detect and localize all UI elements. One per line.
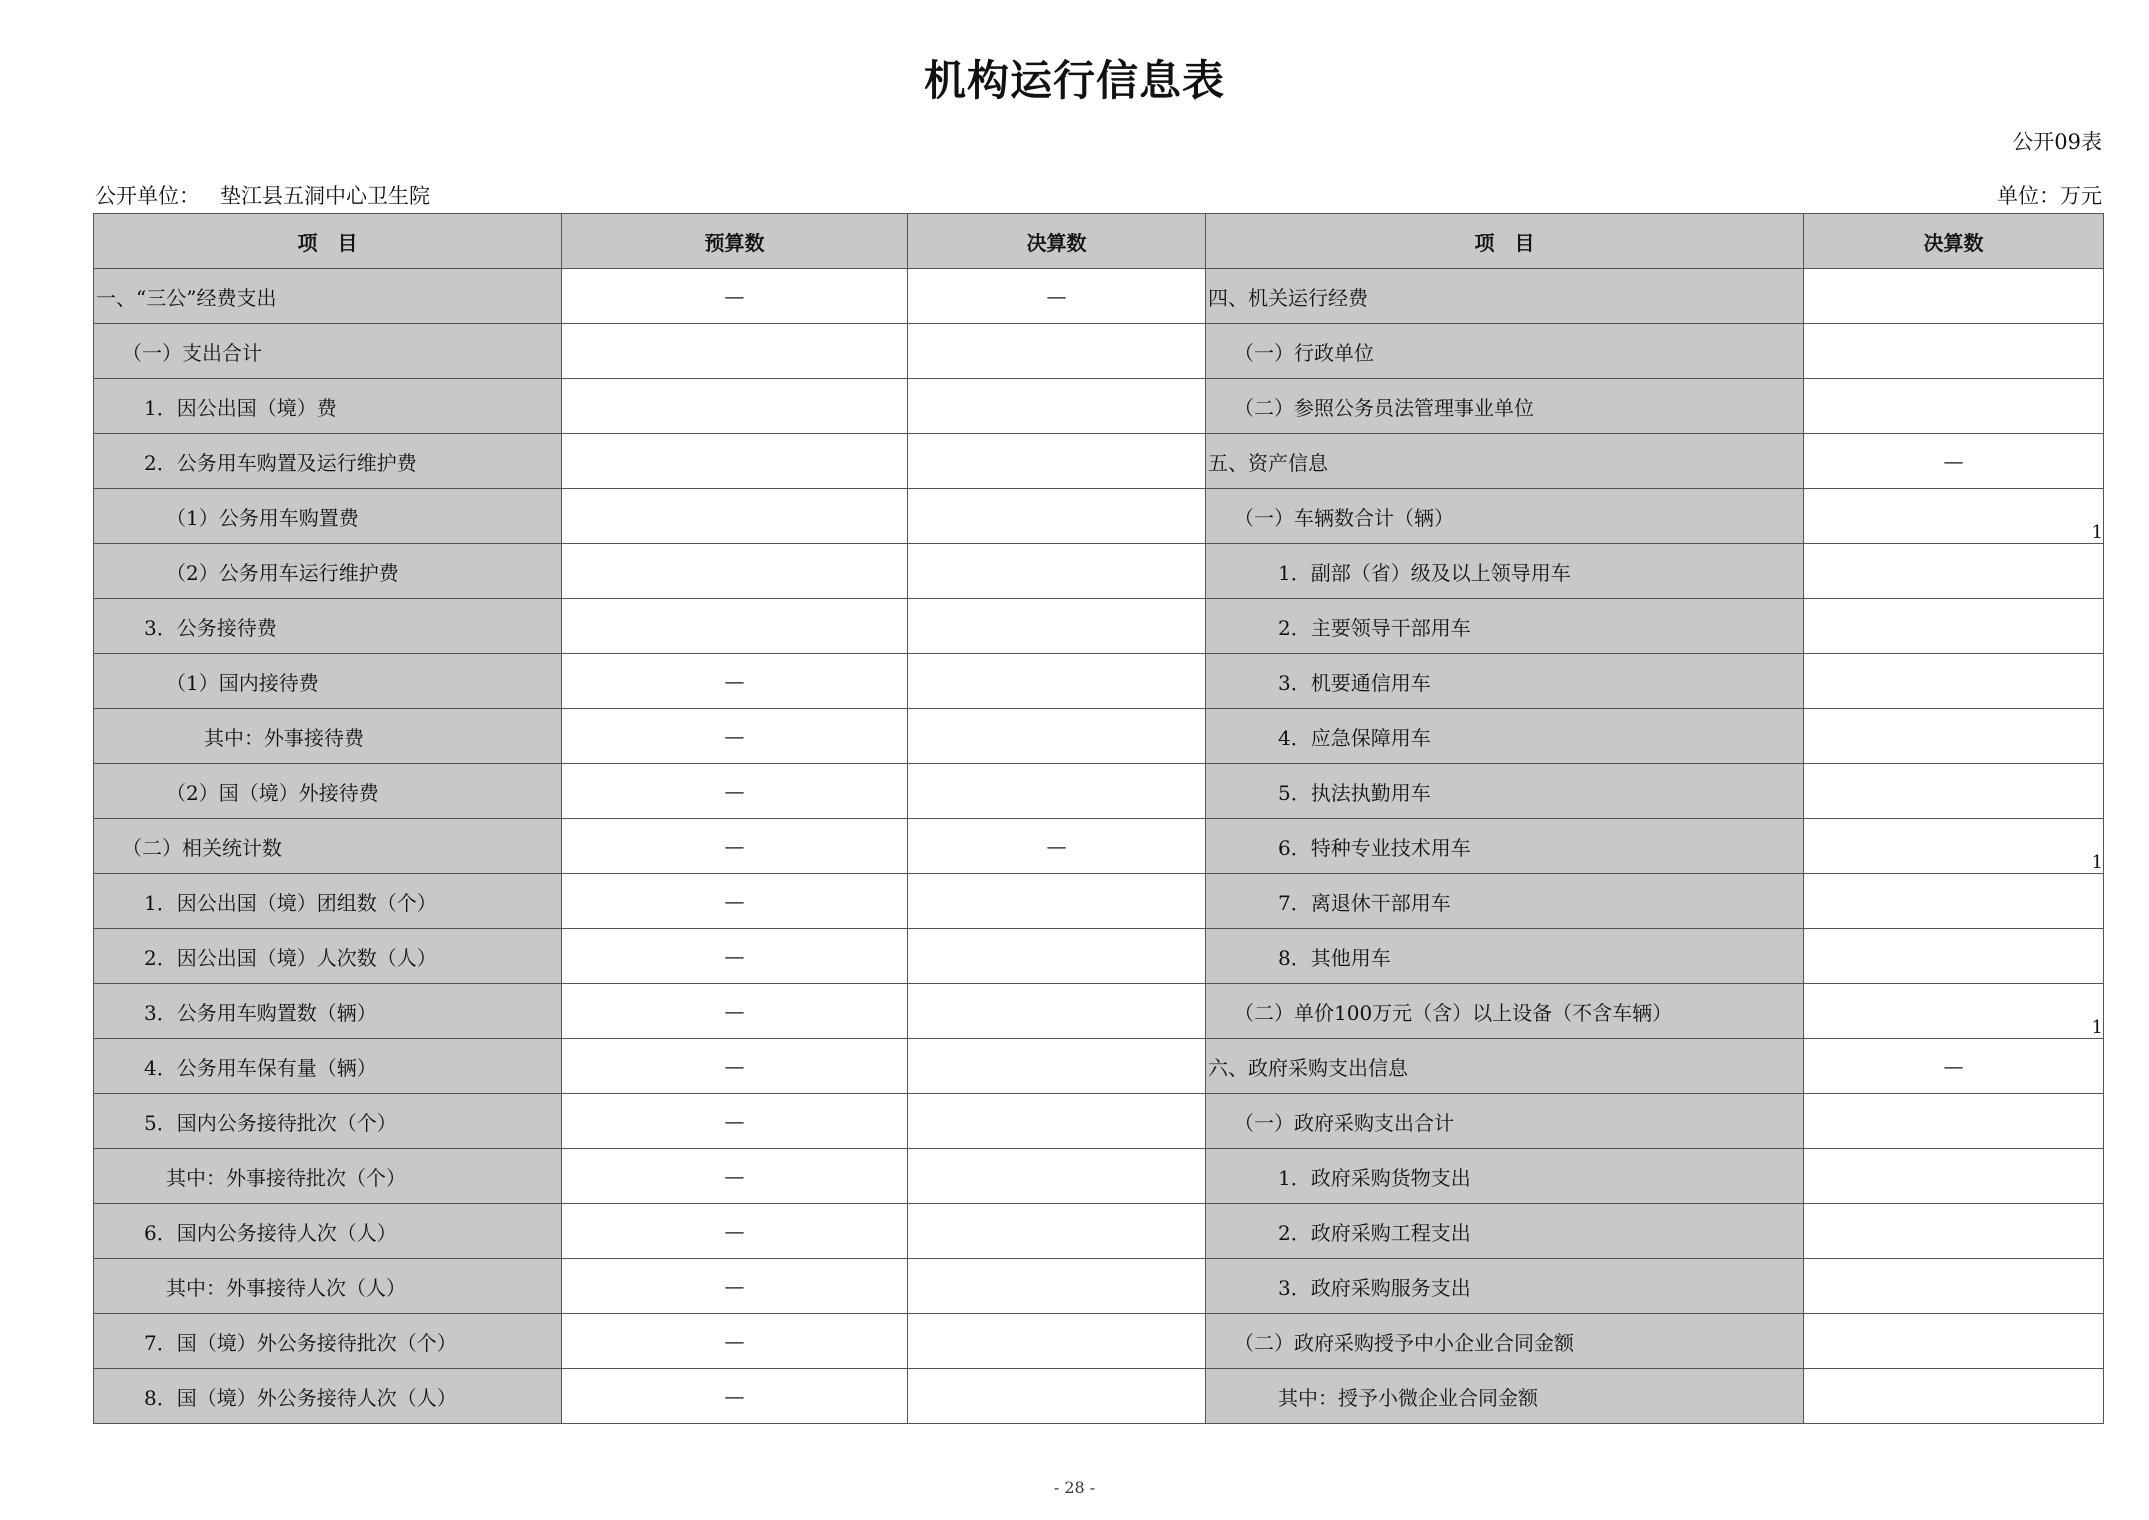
final-cell: — (908, 269, 1206, 324)
right-final-cell (1804, 379, 2104, 434)
right-final-cell (1804, 1259, 2104, 1314)
budget-cell: — (562, 1314, 908, 1369)
final-cell (908, 874, 1206, 929)
table-row (94, 1369, 2104, 1424)
final-cell (908, 489, 1206, 544)
budget-cell: — (562, 1039, 908, 1094)
right-item: 2．政府采购工程支出 (1206, 1204, 1804, 1259)
budget-cell: — (562, 654, 908, 709)
final-cell (908, 544, 1206, 599)
budget-cell: — (562, 1369, 908, 1424)
table-row (94, 709, 2104, 764)
table-row (94, 1259, 2104, 1314)
left-item: 2．公务用车购置及运行维护费 (94, 434, 562, 489)
left-item: （二）相关统计数 (94, 819, 562, 874)
right-item: （二）政府采购授予中小企业合同金额 (1206, 1314, 1804, 1369)
reporting-unit-name: 垫江县五洞中心卫生院 (220, 184, 430, 208)
right-final-cell (1804, 324, 2104, 379)
final-cell (908, 1204, 1206, 1259)
budget-cell: — (562, 819, 908, 874)
right-final-cell: 1 (1804, 984, 2104, 1039)
final-cell (908, 764, 1206, 819)
header-item-right: 项 目 (1206, 214, 1804, 269)
left-item: 5．国内公务接待批次（个） (94, 1094, 562, 1149)
right-final-cell (1804, 1094, 2104, 1149)
budget-cell: — (562, 1259, 908, 1314)
left-item: （一）支出合计 (94, 324, 562, 379)
form-number: 公开09表 (2012, 130, 2102, 154)
budget-cell: — (562, 874, 908, 929)
budget-cell (562, 544, 908, 599)
left-item: （2）国（境）外接待费 (94, 764, 562, 819)
reporting-unit (95, 180, 430, 210)
final-cell (908, 1314, 1206, 1369)
page-title: 机构运行信息表 (923, 56, 1225, 105)
right-item: （一）车辆数合计（辆） (1206, 489, 1804, 544)
left-item: （1）公务用车购置费 (94, 489, 562, 544)
table-row (94, 874, 2104, 929)
table-row (94, 599, 2104, 654)
left-item: 7．国（境）外公务接待批次（个） (94, 1314, 562, 1369)
right-final-cell (1804, 544, 2104, 599)
table-row (94, 1094, 2104, 1149)
right-item: 6．特种专业技术用车 (1206, 819, 1804, 874)
table-row (94, 654, 2104, 709)
right-item: 四、机关运行经费 (1206, 269, 1804, 324)
left-item: 2．因公出国（境）人次数（人） (94, 929, 562, 984)
right-item: 3．机要通信用车 (1206, 654, 1804, 709)
table-row (94, 434, 2104, 489)
right-final-cell (1804, 599, 2104, 654)
right-final-cell (1804, 874, 2104, 929)
table-row (94, 929, 2104, 984)
left-item: 1．因公出国（境）费 (94, 379, 562, 434)
table-row (94, 1204, 2104, 1259)
right-item: （一）行政单位 (1206, 324, 1804, 379)
budget-cell: — (562, 929, 908, 984)
table-row (94, 1149, 2104, 1204)
final-cell: — (908, 819, 1206, 874)
info-table (93, 213, 2104, 1424)
budget-cell (562, 379, 908, 434)
budget-cell: — (562, 764, 908, 819)
right-item: 3．政府采购服务支出 (1206, 1259, 1804, 1314)
left-item: （1）国内接待费 (94, 654, 562, 709)
final-cell (908, 1369, 1206, 1424)
right-item: 五、资产信息 (1206, 434, 1804, 489)
left-item: 3．公务用车购置数（辆） (94, 984, 562, 1039)
right-item: （二）参照公务员法管理事业单位 (1206, 379, 1804, 434)
header-item-left: 项 目 (94, 214, 562, 269)
budget-cell: — (562, 269, 908, 324)
right-final-cell: 1 (1804, 489, 2104, 544)
final-cell (908, 709, 1206, 764)
final-cell (908, 599, 1206, 654)
money-unit: 单位：万元 (1997, 184, 2102, 208)
right-item: 其中：授予小微企业合同金额 (1206, 1369, 1804, 1424)
right-final-cell: 1 (1804, 819, 2104, 874)
final-cell (908, 1259, 1206, 1314)
left-item: （2）公务用车运行维护费 (94, 544, 562, 599)
left-item: 1．因公出国（境）团组数（个） (94, 874, 562, 929)
right-final-cell: — (1804, 1039, 2104, 1094)
reporting-unit-label: 公开单位： (95, 184, 200, 208)
left-item: 一、“三公”经费支出 (94, 269, 562, 324)
right-item: 8．其他用车 (1206, 929, 1804, 984)
right-final-cell (1804, 709, 2104, 764)
page-number: - 28 - (1053, 1478, 1096, 1497)
left-item: 3．公务接待费 (94, 599, 562, 654)
right-item: （二）单价100万元（含）以上设备（不含车辆） (1206, 984, 1804, 1039)
right-final-cell (1804, 764, 2104, 819)
right-final-cell: — (1804, 434, 2104, 489)
table-row (94, 1314, 2104, 1369)
header-final-left: 决算数 (908, 214, 1206, 269)
left-item: 其中：外事接待批次（个） (94, 1149, 562, 1204)
right-final-cell (1804, 1149, 2104, 1204)
table-row (94, 269, 2104, 324)
right-final-cell (1804, 1314, 2104, 1369)
left-item: 6．国内公务接待人次（人） (94, 1204, 562, 1259)
right-item: 1．副部（省）级及以上领导用车 (1206, 544, 1804, 599)
header-budget: 预算数 (562, 214, 908, 269)
table-row (94, 1039, 2104, 1094)
right-item: 4．应急保障用车 (1206, 709, 1804, 764)
right-final-cell (1804, 1369, 2104, 1424)
right-item: 1．政府采购货物支出 (1206, 1149, 1804, 1204)
budget-cell: — (562, 709, 908, 764)
right-final-cell (1804, 929, 2104, 984)
right-final-cell (1804, 654, 2104, 709)
final-cell (908, 984, 1206, 1039)
table-row (94, 544, 2104, 599)
budget-cell: — (562, 1149, 908, 1204)
header-final-right: 决算数 (1804, 214, 2104, 269)
table-row (94, 819, 2104, 874)
table-row (94, 984, 2104, 1039)
right-item: 2．主要领导干部用车 (1206, 599, 1804, 654)
final-cell (908, 654, 1206, 709)
right-final-cell (1804, 269, 2104, 324)
final-cell (908, 1094, 1206, 1149)
budget-cell: — (562, 984, 908, 1039)
budget-cell: — (562, 1094, 908, 1149)
table-row (94, 324, 2104, 379)
final-cell (908, 1149, 1206, 1204)
budget-cell: — (562, 1204, 908, 1259)
left-item: 其中：外事接待人次（人） (94, 1259, 562, 1314)
final-cell (908, 379, 1206, 434)
table-header-row (94, 214, 2104, 269)
table-row (94, 379, 2104, 434)
table-row (94, 764, 2104, 819)
right-item: 5．执法执勤用车 (1206, 764, 1804, 819)
final-cell (908, 1039, 1206, 1094)
final-cell (908, 929, 1206, 984)
budget-cell (562, 324, 908, 379)
budget-cell (562, 489, 908, 544)
final-cell (908, 324, 1206, 379)
left-item: 其中：外事接待费 (94, 709, 562, 764)
left-item: 8．国（境）外公务接待人次（人） (94, 1369, 562, 1424)
budget-cell (562, 434, 908, 489)
left-item: 4．公务用车保有量（辆） (94, 1039, 562, 1094)
budget-cell (562, 599, 908, 654)
table-row (94, 489, 2104, 544)
right-item: （一）政府采购支出合计 (1206, 1094, 1804, 1149)
right-item: 7．离退休干部用车 (1206, 874, 1804, 929)
right-item: 六、政府采购支出信息 (1206, 1039, 1804, 1094)
right-final-cell (1804, 1204, 2104, 1259)
final-cell (908, 434, 1206, 489)
